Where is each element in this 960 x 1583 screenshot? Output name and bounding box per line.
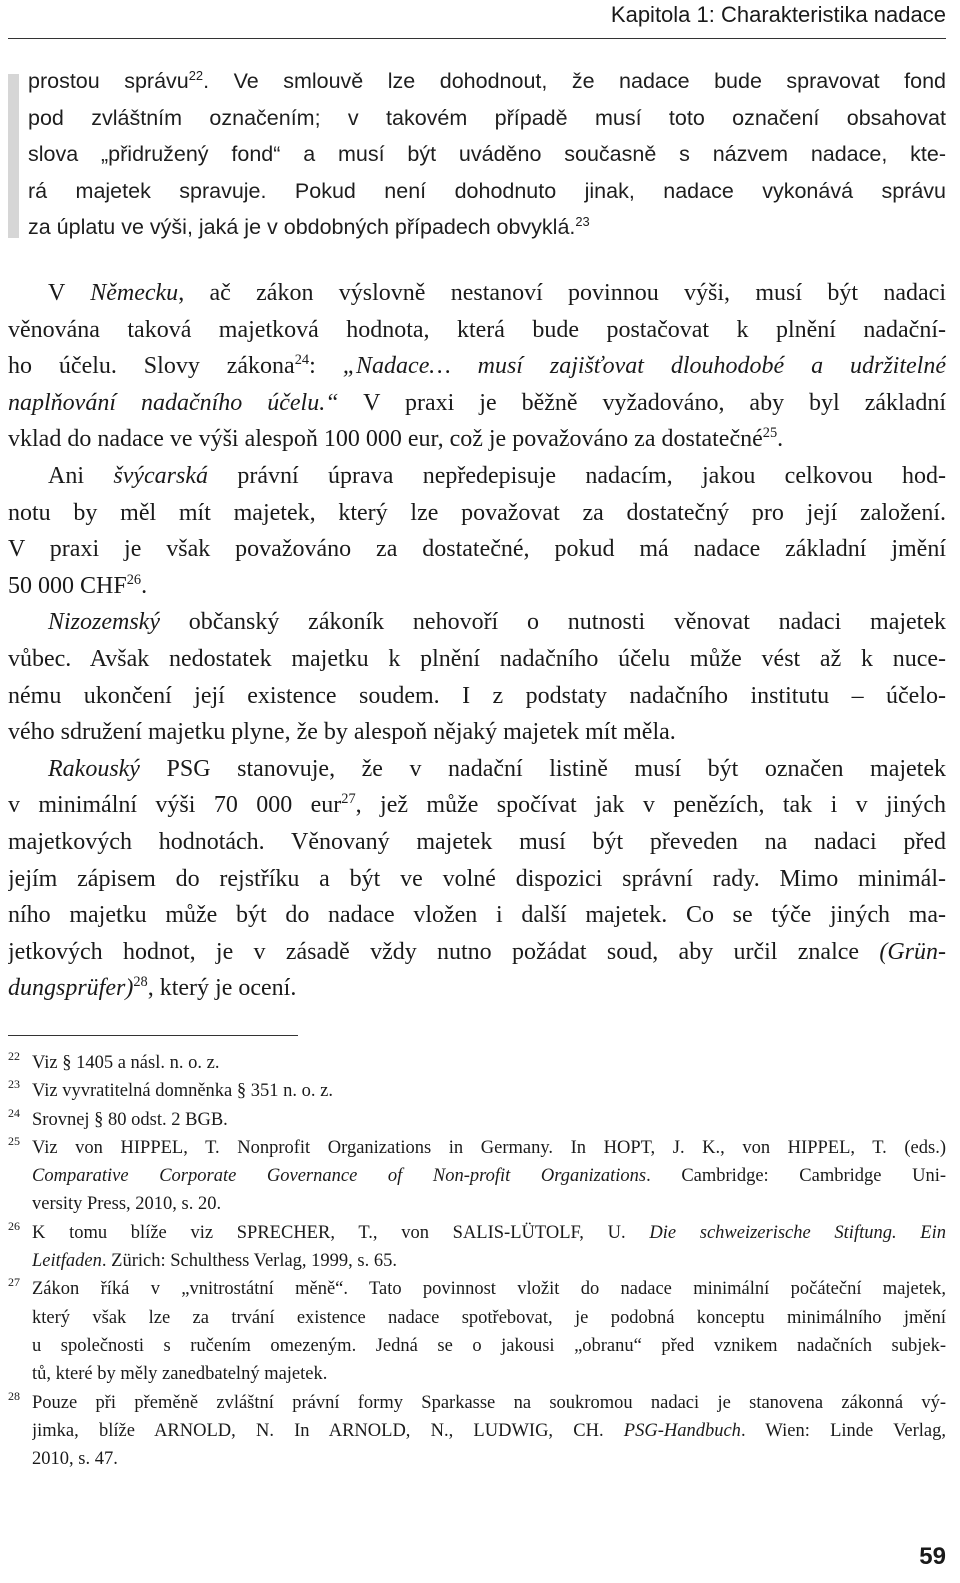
footnote-ref[interactable]: 23 bbox=[575, 213, 590, 229]
body-line: naplňování nadačního účelu.“ V praxi je běžně vyžadováno, aby byl základní bbox=[8, 389, 946, 416]
body-line: Ani švýcarská právní úprava nepředepisuje nadacím, jakou celkovou hod- bbox=[48, 462, 946, 489]
body-line: nému ukončení její existence soudem. I z podstaty nadačního institutu – účelo- bbox=[8, 682, 946, 709]
footnote-28: 28 Pouze při přeměně zvláštní právní formy Sparkasse na soukromou nadaci je stanovena zákonná vý- jimka, blíže ARNOLD, N. In ARNOLD, N., LUDWIG, CH. PSG-Handbuch. Wien: Linde Verlag, 2010, s. 47. bbox=[8, 1389, 946, 1474]
quote-line: slova „přidružený fond“ a musí být uváděno současně s názvem nadace, kte- bbox=[28, 142, 946, 166]
body-line: vého sdružení majetku plyne, že by alespoň nějaký majetek mít měla. bbox=[8, 719, 676, 746]
quote-side-bar bbox=[8, 74, 19, 238]
header-rule bbox=[8, 38, 946, 39]
footnote-ref[interactable]: 22 bbox=[188, 67, 204, 83]
footnote-ref[interactable]: 25 bbox=[762, 425, 778, 442]
body-line: ho účelu. Slovy zákona$^{24}$: „Nadace… musí zajišťovat dlouhodobé a udržitelné bbox=[8, 352, 946, 380]
body-line: notu by měl mít majetek, který lze považovat za dostatečný pro její založení. bbox=[8, 499, 946, 526]
body-line: dungsprüfer)$^{28}$, který je ocení. bbox=[8, 974, 297, 1002]
body-line: v minimální výši 70 000 eur$^{27}$, jež může spočívat jak v penězích, tak i v jiných bbox=[8, 791, 946, 819]
footnote-22: 22 Viz § 1405 a násl. n. o. z. bbox=[8, 1049, 946, 1077]
quote-line: za úplatu ve výši, jaká je v obdobných případech obvyklá.$^{23}$ bbox=[28, 213, 590, 239]
body-line: V Německu, ač zákon výslovně nestanoví povinnou výši, musí být nadaci bbox=[48, 280, 946, 306]
quoted-statute-block bbox=[28, 63, 946, 246]
footnote-number: 23 bbox=[8, 1077, 20, 1092]
footnote-23: 23 Viz vyvratitelná domněnka § 351 n. o. z. bbox=[8, 1077, 946, 1105]
body-line: Rakouský PSG stanovuje, že v nadační listině musí být označen majetek bbox=[48, 755, 946, 782]
footnote-number: 28 bbox=[8, 1388, 20, 1403]
footnote-number: 24 bbox=[8, 1105, 20, 1120]
footnote-27: 27 Zákon říká v „vnitrostátní měně“. Tato povinnost vložit do nadace minimální počáteční majetek, který však lze za trvání existence nadace spotřebovat, je podobná konceptu minimálního jmění u společnosti s ručením omezeným. Jedná se o jakousi „obranu“ před vznikem nadačních subjek- tů, které by měly zanedbatelný majetek. bbox=[8, 1275, 946, 1388]
footnote-26: 26 K tomu blíže viz SPRECHER, T., von SALIS-LÜTOLF, U. Die schweizerische Stiftung. Ein Leitfaden. Zürich: Schulthess Verlag, 1999, s. 65. bbox=[8, 1219, 946, 1276]
footnote-number: 27 bbox=[8, 1275, 20, 1290]
body-line: jejím zápisem do rejstříku a být ve volné dispozici správní rady. Mimo minimál- bbox=[8, 865, 946, 892]
body-line: Nizozemský občanský zákoník nehovoří o nutnosti věnovat nadaci majetek bbox=[48, 609, 946, 636]
body-line: ního majetku může být do nadace vložen i další majetek. Co se týče jiných ma- bbox=[8, 902, 946, 929]
footnote-ref[interactable]: 28 bbox=[133, 974, 148, 991]
footnotes bbox=[8, 1049, 946, 1473]
page-number: 59 bbox=[919, 1543, 946, 1570]
body-text bbox=[8, 275, 946, 1007]
footnote-25: 25 Viz von HIPPEL, T. Nonprofit Organizations in Germany. In HOPT, J. K., von HIPPEL, T. (eds.) Comparative Corporate Governance of Non-profit Organizations. Cambridge: Cambridge Uni- versity Press, 2010, s. 20. bbox=[8, 1134, 946, 1219]
footnote-separator bbox=[8, 1035, 298, 1036]
body-line: vklad do nadace ve výši alespoň 100 000 eur, což je považováno za dostatečné$^{25}$. bbox=[8, 425, 784, 453]
footnote-number: 22 bbox=[8, 1049, 20, 1063]
footnote-ref[interactable]: 26 bbox=[126, 571, 142, 588]
body-line: věnována taková majetková hodnota, která bude postačovat k plnění nadační- bbox=[8, 316, 946, 343]
quote-line: prostou správu$^{22}$. Ve smlouvě lze dohodnout, že nadace bude spravovat fond bbox=[28, 67, 946, 93]
quote-line: pod zvláštním označením; v takovém případě musí toto označení obsahovat bbox=[28, 105, 946, 130]
body-line: V praxi je však považováno za dostatečné, pokud má nadace základní jmění bbox=[8, 536, 946, 563]
footnote-24: 24 Srovnej § 80 odst. 2 BGB. bbox=[8, 1106, 946, 1134]
footnote-number: 26 bbox=[8, 1218, 20, 1233]
running-head: Kapitola 1: Charakteristika nadace bbox=[610, 2, 946, 27]
body-line: majetkových hodnotách. Věnovaný majetek musí být převeden na nadaci před bbox=[8, 828, 946, 855]
quote-line: rá majetek spravuje. Pokud není dohodnuto jinak, nadace vykonává správu bbox=[28, 178, 946, 203]
body-line: vůbec. Avšak nedostatek majetku k plnění nadačního účelu může vést až k nuce- bbox=[8, 645, 946, 672]
footnote-ref[interactable]: 27 bbox=[341, 791, 356, 808]
footnote-ref[interactable]: 24 bbox=[294, 352, 310, 369]
footnote-number: 25 bbox=[8, 1133, 20, 1148]
body-line: jetkových hodnot, je v zásadě vždy nutno požádat soud, aby určil znalce (Grün- bbox=[8, 938, 946, 965]
body-line: 50 000 CHF$^{26}$. bbox=[8, 571, 148, 599]
